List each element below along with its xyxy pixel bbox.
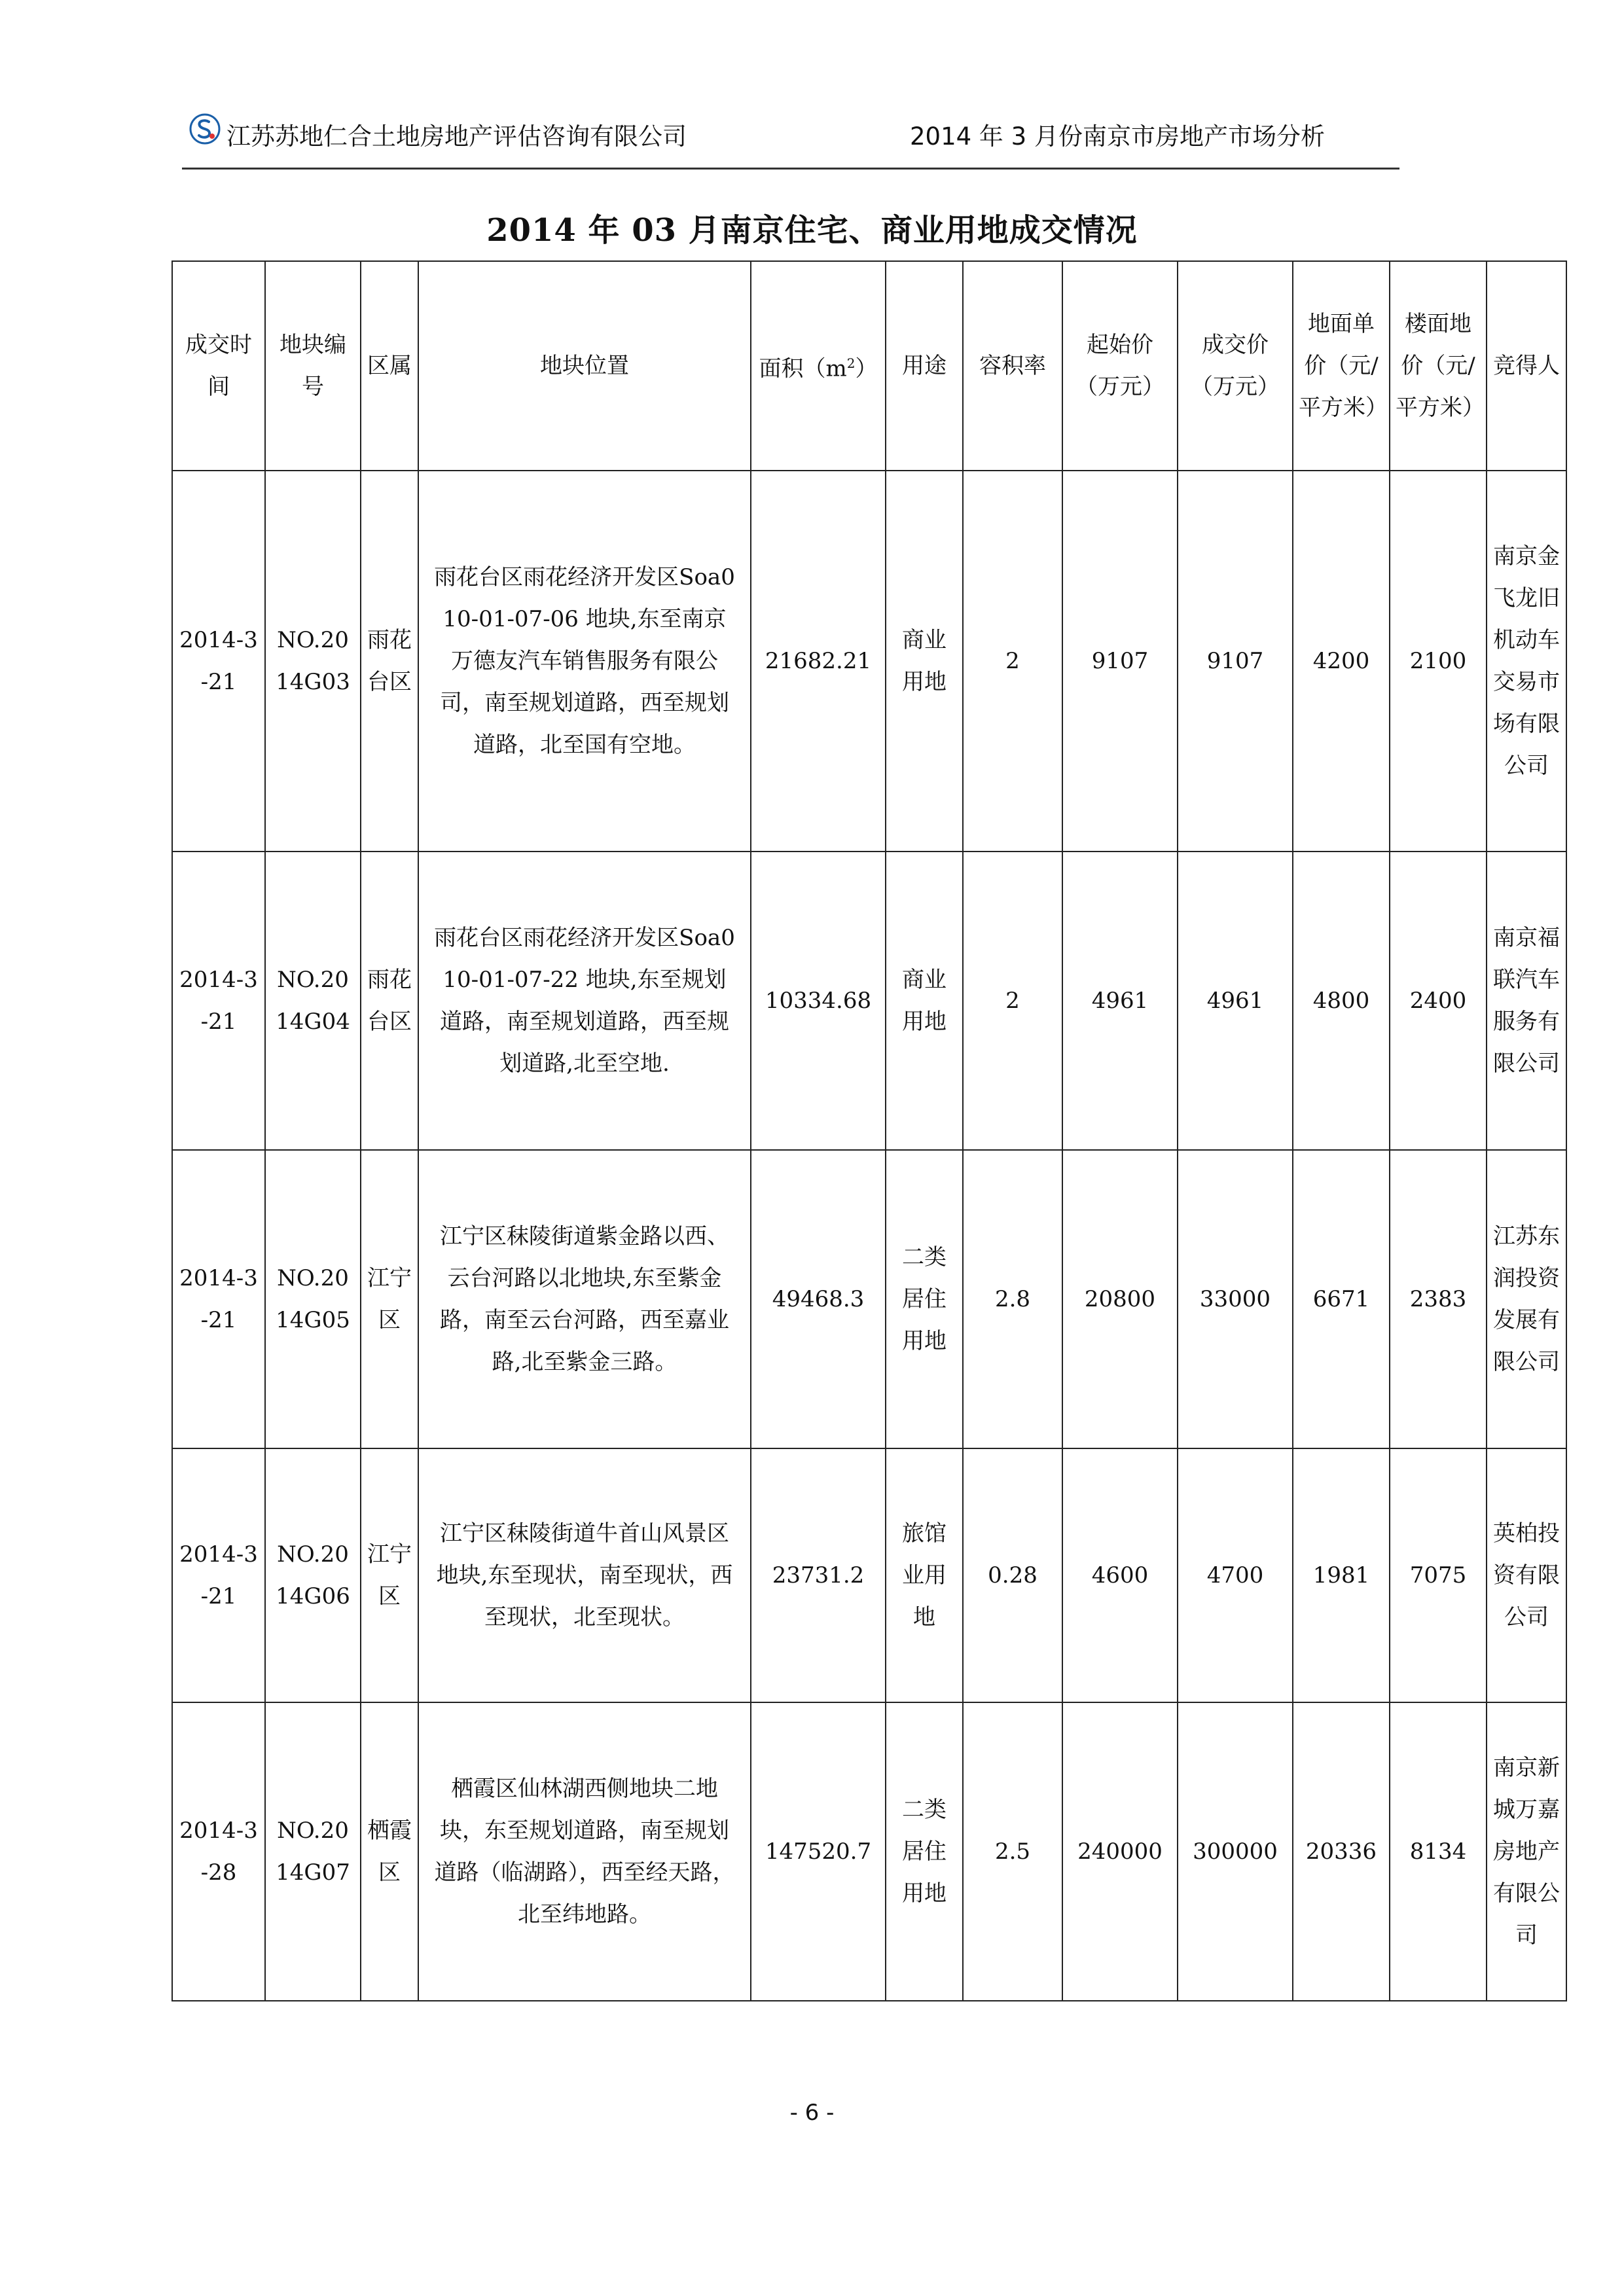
cell-district: 雨花台区 (361, 852, 418, 1150)
cell-far: 2.8 (963, 1150, 1062, 1448)
cell-date: 2014-3-28 (172, 1702, 265, 2001)
cell-use: 商业用地 (886, 471, 963, 852)
header-location: 地块位置 (418, 261, 751, 471)
cell-far: 0.28 (963, 1448, 1062, 1702)
sd-logo-icon (189, 113, 221, 145)
header-area-sup: 2 (846, 355, 856, 371)
cell-district: 江宁区 (361, 1448, 418, 1702)
report-title: 2014 年 3 月份南京市房地产市场分析 (910, 122, 1325, 151)
land-deals-table (171, 260, 1567, 2001)
cell-area: 23731.2 (751, 1448, 886, 1702)
cell-deal-price: 300000 (1178, 1702, 1293, 2001)
cell-floor-price: 2100 (1390, 471, 1487, 852)
cell-land-unit-price: 1981 (1293, 1448, 1390, 1702)
table-row (172, 1150, 1566, 1448)
cell-deal-price: 4961 (1178, 852, 1293, 1150)
header-far: 容积率 (963, 261, 1062, 471)
cell-deal-price: 33000 (1178, 1150, 1293, 1448)
cell-land-unit-price: 6671 (1293, 1150, 1390, 1448)
cell-area: 21682.21 (751, 471, 886, 852)
cell-plot-no: NO.2014G05 (265, 1150, 361, 1448)
cell-start-price: 4961 (1062, 852, 1178, 1150)
header-winner: 竞得人 (1487, 261, 1566, 471)
cell-date: 2014-3-21 (172, 471, 265, 852)
table-row (172, 852, 1566, 1150)
table-title: 2014 年 03 月南京住宅、商业用地成交情况 (486, 212, 1138, 249)
cell-date: 2014-3-21 (172, 1150, 265, 1448)
header-plot-no: 地块编号 (265, 261, 361, 471)
cell-date: 2014-3-21 (172, 1448, 265, 1702)
cell-winner: 南京金飞龙旧机动车交易市场有限公司 (1487, 471, 1566, 852)
page-number: - 6 - (789, 2100, 835, 2126)
cell-location: 雨花台区雨花经济开发区Soa010-01-07-22 地块,东至规划道路，南至规划道路，西至规划道路,北至空地. (418, 852, 751, 1150)
cell-location: 栖霞区仙林湖西侧地块二地块，东至规划道路，南至规划道路（临湖路），西至经天路，北至纬地路。 (418, 1702, 751, 2001)
header-area-prefix: 面积（m (759, 355, 847, 382)
table-row (172, 1702, 1566, 2001)
cell-start-price: 9107 (1062, 471, 1178, 852)
header-floor-price: 楼面地价（元/平方米） (1390, 261, 1487, 471)
cell-land-unit-price: 4800 (1293, 852, 1390, 1150)
cell-area: 147520.7 (751, 1702, 886, 2001)
header-divider (182, 168, 1399, 170)
cell-floor-price: 8134 (1390, 1702, 1487, 2001)
cell-winner: 南京新城万嘉房地产有限公司 (1487, 1702, 1566, 2001)
cell-winner: 江苏东润投资发展有限公司 (1487, 1150, 1566, 1448)
cell-far: 2 (963, 852, 1062, 1150)
cell-floor-price: 2383 (1390, 1150, 1487, 1448)
cell-plot-no: NO.2014G06 (265, 1448, 361, 1702)
cell-far: 2.5 (963, 1702, 1062, 2001)
cell-location: 雨花台区雨花经济开发区Soa010-01-07-06 地块,东至南京万德友汽车销售服务有限公司，南至规划道路，西至规划道路，北至国有空地。 (418, 471, 751, 852)
cell-plot-no: NO.2014G03 (265, 471, 361, 852)
company-name: 江苏苏地仁合土地房地产评估咨询有限公司 (226, 122, 687, 151)
header-area-suffix: ） (855, 355, 878, 382)
cell-use: 二类居住用地 (886, 1150, 963, 1448)
cell-plot-no: NO.2014G07 (265, 1702, 361, 2001)
cell-date: 2014-3-21 (172, 852, 265, 1150)
header-district: 区属 (361, 261, 418, 471)
cell-start-price: 20800 (1062, 1150, 1178, 1448)
cell-floor-price: 2400 (1390, 852, 1487, 1150)
cell-far: 2 (963, 471, 1062, 852)
cell-start-price: 240000 (1062, 1702, 1178, 2001)
table-header-row (172, 261, 1566, 471)
cell-use: 二类居住用地 (886, 1702, 963, 2001)
cell-deal-price: 9107 (1178, 471, 1293, 852)
page-header (189, 110, 1397, 162)
cell-use: 旅馆业用地 (886, 1448, 963, 1702)
header-deal-price: 成交价（万元） (1178, 261, 1293, 471)
cell-area: 10334.68 (751, 852, 886, 1150)
cell-winner: 英柏投资有限公司 (1487, 1448, 1566, 1702)
header-land-unit-price: 地面单价（元/平方米） (1293, 261, 1390, 471)
cell-land-unit-price: 20336 (1293, 1702, 1390, 2001)
table-row (172, 471, 1566, 852)
header-start-price: 起始价（万元） (1062, 261, 1178, 471)
cell-plot-no: NO.2014G04 (265, 852, 361, 1150)
cell-floor-price: 7075 (1390, 1448, 1487, 1702)
cell-area: 49468.3 (751, 1150, 886, 1448)
header-date: 成交时间 (172, 261, 265, 471)
header-use: 用途 (886, 261, 963, 471)
table-row (172, 1448, 1566, 1702)
cell-use: 商业用地 (886, 852, 963, 1150)
cell-location: 江宁区秣陵街道牛首山风景区地块,东至现状，南至现状，西至现状，北至现状。 (418, 1448, 751, 1702)
cell-start-price: 4600 (1062, 1448, 1178, 1702)
cell-district: 雨花台区 (361, 471, 418, 852)
cell-deal-price: 4700 (1178, 1448, 1293, 1702)
cell-winner: 南京福联汽车服务有限公司 (1487, 852, 1566, 1150)
cell-location: 江宁区秣陵街道紫金路以西、云台河路以北地块,东至紫金路，南至云台河路，西至嘉业路,北至紫金三路。 (418, 1150, 751, 1448)
cell-land-unit-price: 4200 (1293, 471, 1390, 852)
cell-district: 栖霞区 (361, 1702, 418, 2001)
header-area (751, 261, 886, 471)
cell-district: 江宁区 (361, 1150, 418, 1448)
